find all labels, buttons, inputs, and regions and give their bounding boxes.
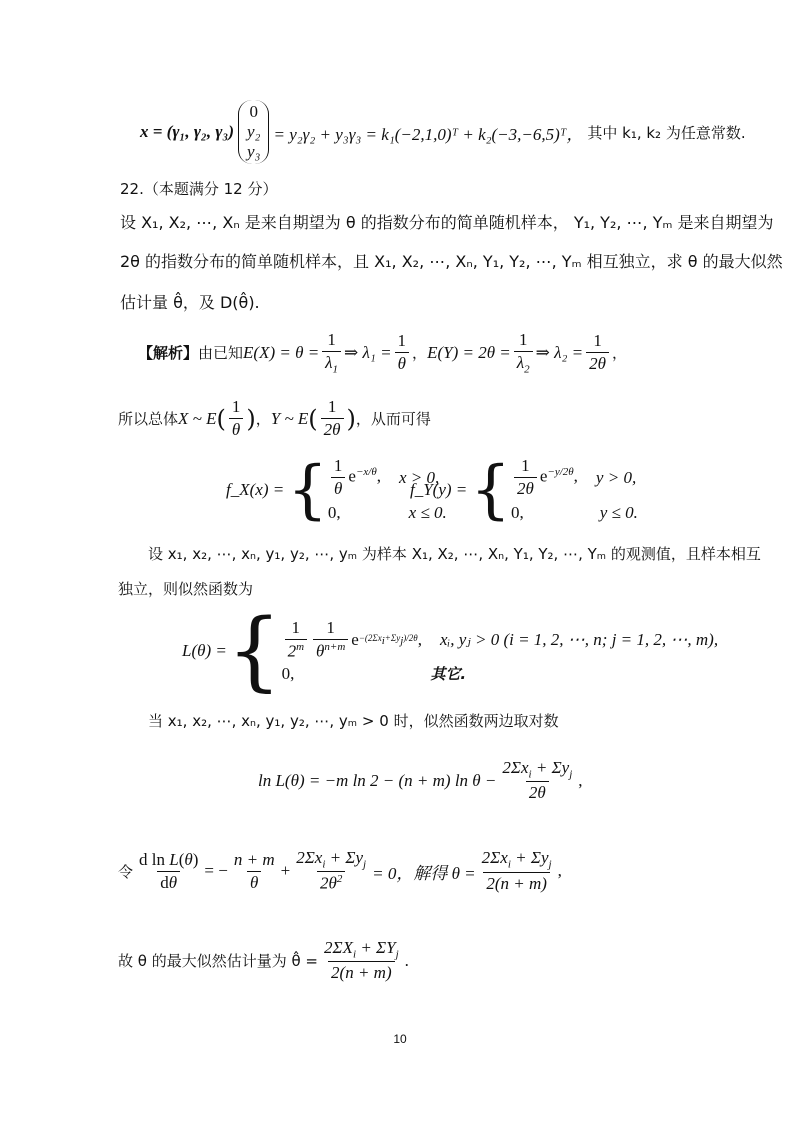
pdf-x-cond-le: x ≤ 0. <box>408 503 447 522</box>
page-number: 10 <box>393 1032 407 1046</box>
likelihood-label: L(θ) = <box>182 641 227 660</box>
lambda1-text: ⇒ λ₁ = <box>344 342 392 362</box>
fraction: $\frac{\text{d ln L(θ)}}{d\theta}$ <box>139 849 199 892</box>
pdf-x: f_X(x) = { $\frac{1}{\theta}$ $e^{-x/\theta}$, x > 0, 0, x ≤ 0. <box>226 452 447 527</box>
derivative-equation: 令 $\frac{\text{d ln L(θ)}}{d\theta}$ = − $\frac{n + m}{\theta}$ + $\frac{2\Sigma x_i + \Sigma y_j}{2\theta^2}$ = 0，解得 θ = $\frac{2\Sigma x_i + \Sigma y_j}{2(n + m)}$ , <box>118 848 562 894</box>
log-likelihood: ln L(θ) = −m ln 2 − (n + m) ln θ − $\frac{2\Sigma x_i + \Sigma y_j}{2\theta}$ , <box>258 758 583 803</box>
vector-entry: y₂ <box>247 122 261 141</box>
fraction: $\frac{1}{\theta}$ <box>229 397 244 440</box>
fraction: $\frac{n + m}{\theta}$ <box>233 849 275 892</box>
distribution-text: ，从而可得 <box>355 410 431 428</box>
observation-line: 设 x₁, x₂, ⋯, xₙ, y₁, y₂, ⋯, yₘ 为样本 X₁, X₂, ⋯, Xₙ, Y₁, Y₂, ⋯, Yₘ 的观测值，且样本相互 <box>148 545 761 563</box>
fraction: $\frac{1}{2\theta}$ <box>586 331 609 374</box>
fraction: $\frac{1}{\theta}$ <box>395 331 410 374</box>
conclusion-text: 故 θ 的最大似然估计量为 θ̂ = <box>118 952 318 971</box>
solution-intro-line: 【解析】 由已知 E(X) = θ = $\frac{1}{\lambda_1}$ ⇒ λ₁ = $\frac{1}{\theta}$ ， E(Y) = 2θ = $\frac{1}{\lambda_2}$ ⇒ λ₂ = $\frac{1}{2\theta}$ ， <box>138 330 628 376</box>
problem-text-line: 2θ 的指数分布的简单随机样本，且 X₁, X₂, ⋯, Xₙ, Y₁, Y₂, ⋯, Yₘ 相互独立，求 θ 的最大似然 <box>120 252 783 271</box>
pdf-x-cond-pos: x > 0, <box>398 467 440 487</box>
fraction: $\frac{2\Sigma x_i + \Sigma y_j}{2(n + m)}$ <box>481 848 552 893</box>
pdf-x-label: f_X(x) = <box>226 479 285 499</box>
fraction: $\frac{2\Sigma x_i + \Sigma y_j}{2\theta}$ <box>502 758 573 803</box>
let-text: 令 <box>118 862 134 881</box>
vector-expression-a: x = (γ₁, γ₂, γ₃) <box>140 122 235 141</box>
fraction: $\frac{2\Sigma X_i + \Sigma Y_j}{2(n + m)}$ <box>324 938 399 983</box>
solution-intro: 由已知 <box>198 344 244 363</box>
dist-y: Y ~ E <box>270 408 309 428</box>
fraction: $\frac{1}{\lambda_2}$ <box>514 330 533 375</box>
solution-label: 【解析】 <box>138 344 199 363</box>
conclusion-line: 故 θ 的最大似然估计量为 θ̂ = $\frac{2\Sigma X_i + \Sigma Y_j}{2(n + m)}$ . <box>118 938 409 983</box>
likelihood-function: L(θ) = { $\frac{1}{2^m}$ $\frac{1}{\theta^{n+m}}$ e $-(2\Sigma x_i+\Sigma y_j)/2\theta$ , xᵢ, yⱼ > 0 (i = 1, 2, ⋯, n; j = 1, 2, ⋯, m), 0, 其它. <box>182 601 719 701</box>
fraction: $\frac{1}{2\theta}$ <box>321 397 344 440</box>
fraction: $\frac{2\Sigma x_i + \Sigma y_j}{2\theta^2}$ <box>296 848 367 894</box>
vector-entry: y₃ <box>247 142 261 161</box>
vector-entry: 0 <box>249 102 258 121</box>
likelihood-other: 其它. <box>430 665 467 684</box>
distribution-line: 所以总体 X ~ E ( $\frac{1}{\theta}$ ) ， Y ~ E ( $\frac{1}{2\theta}$ ) ，从而可得 <box>118 397 431 439</box>
likelihood-condition: xᵢ, yⱼ > 0 (i = 1, 2, ⋯, n; j = 1, 2, ⋯, m), <box>439 629 719 649</box>
fraction: $\frac{1}{\lambda_1}$ <box>322 330 341 375</box>
column-vector <box>238 100 269 164</box>
vector-note: 其中 k₁, k₂ 为任意常数. <box>587 123 746 142</box>
expectation-x: E(X) = θ = <box>243 342 320 362</box>
log-likelihood-lhs: ln L(θ) = −m ln 2 − (n + m) ln θ − <box>258 770 497 790</box>
pdf-y: f_Y(y) = { $\frac{1}{2\theta}$ $e^{-y/2\theta}$, y > 0, 0, y ≤ 0. <box>410 452 638 527</box>
problem-text-line: 估计量 θ̂，及 D(θ̂). <box>120 293 260 312</box>
distribution-text: 所以总体 <box>118 410 179 428</box>
log-text: 当 x₁, x₂, ⋯, xₙ, y₁, y₂, ⋯, yₘ > 0 时，似然函数两边取对数 <box>148 712 559 730</box>
expectation-y: E(Y) = 2θ = <box>427 342 511 362</box>
dist-x: X ~ E <box>178 408 217 428</box>
pdf-y-cond-le: y ≤ 0. <box>599 503 638 522</box>
lambda2-text: ⇒ λ₂ = <box>535 342 584 362</box>
pdf-y-cond-pos: y > 0, <box>595 467 637 487</box>
pdf-y-label: f_Y(y) = <box>410 479 468 499</box>
vector-expression-b: = y₂γ₂ + y₃γ₃ = k₁(−2,1,0)ᵀ + k₂(−3,−6,5)ᵀ， <box>273 124 584 144</box>
observation-line: 独立，则似然函数为 <box>118 580 254 598</box>
problem-heading: 22.（本题满分 12 分） <box>120 180 278 198</box>
problem-text-line: 设 X₁, X₂, ⋯, Xₙ 是来自期望为 θ 的指数分布的简单随机样本， Y₁, Y₂, ⋯, Yₘ 是来自期望为 <box>120 213 774 232</box>
derivative-rhs: = 0，解得 θ = <box>372 863 476 883</box>
vector-solution-line <box>140 100 746 164</box>
